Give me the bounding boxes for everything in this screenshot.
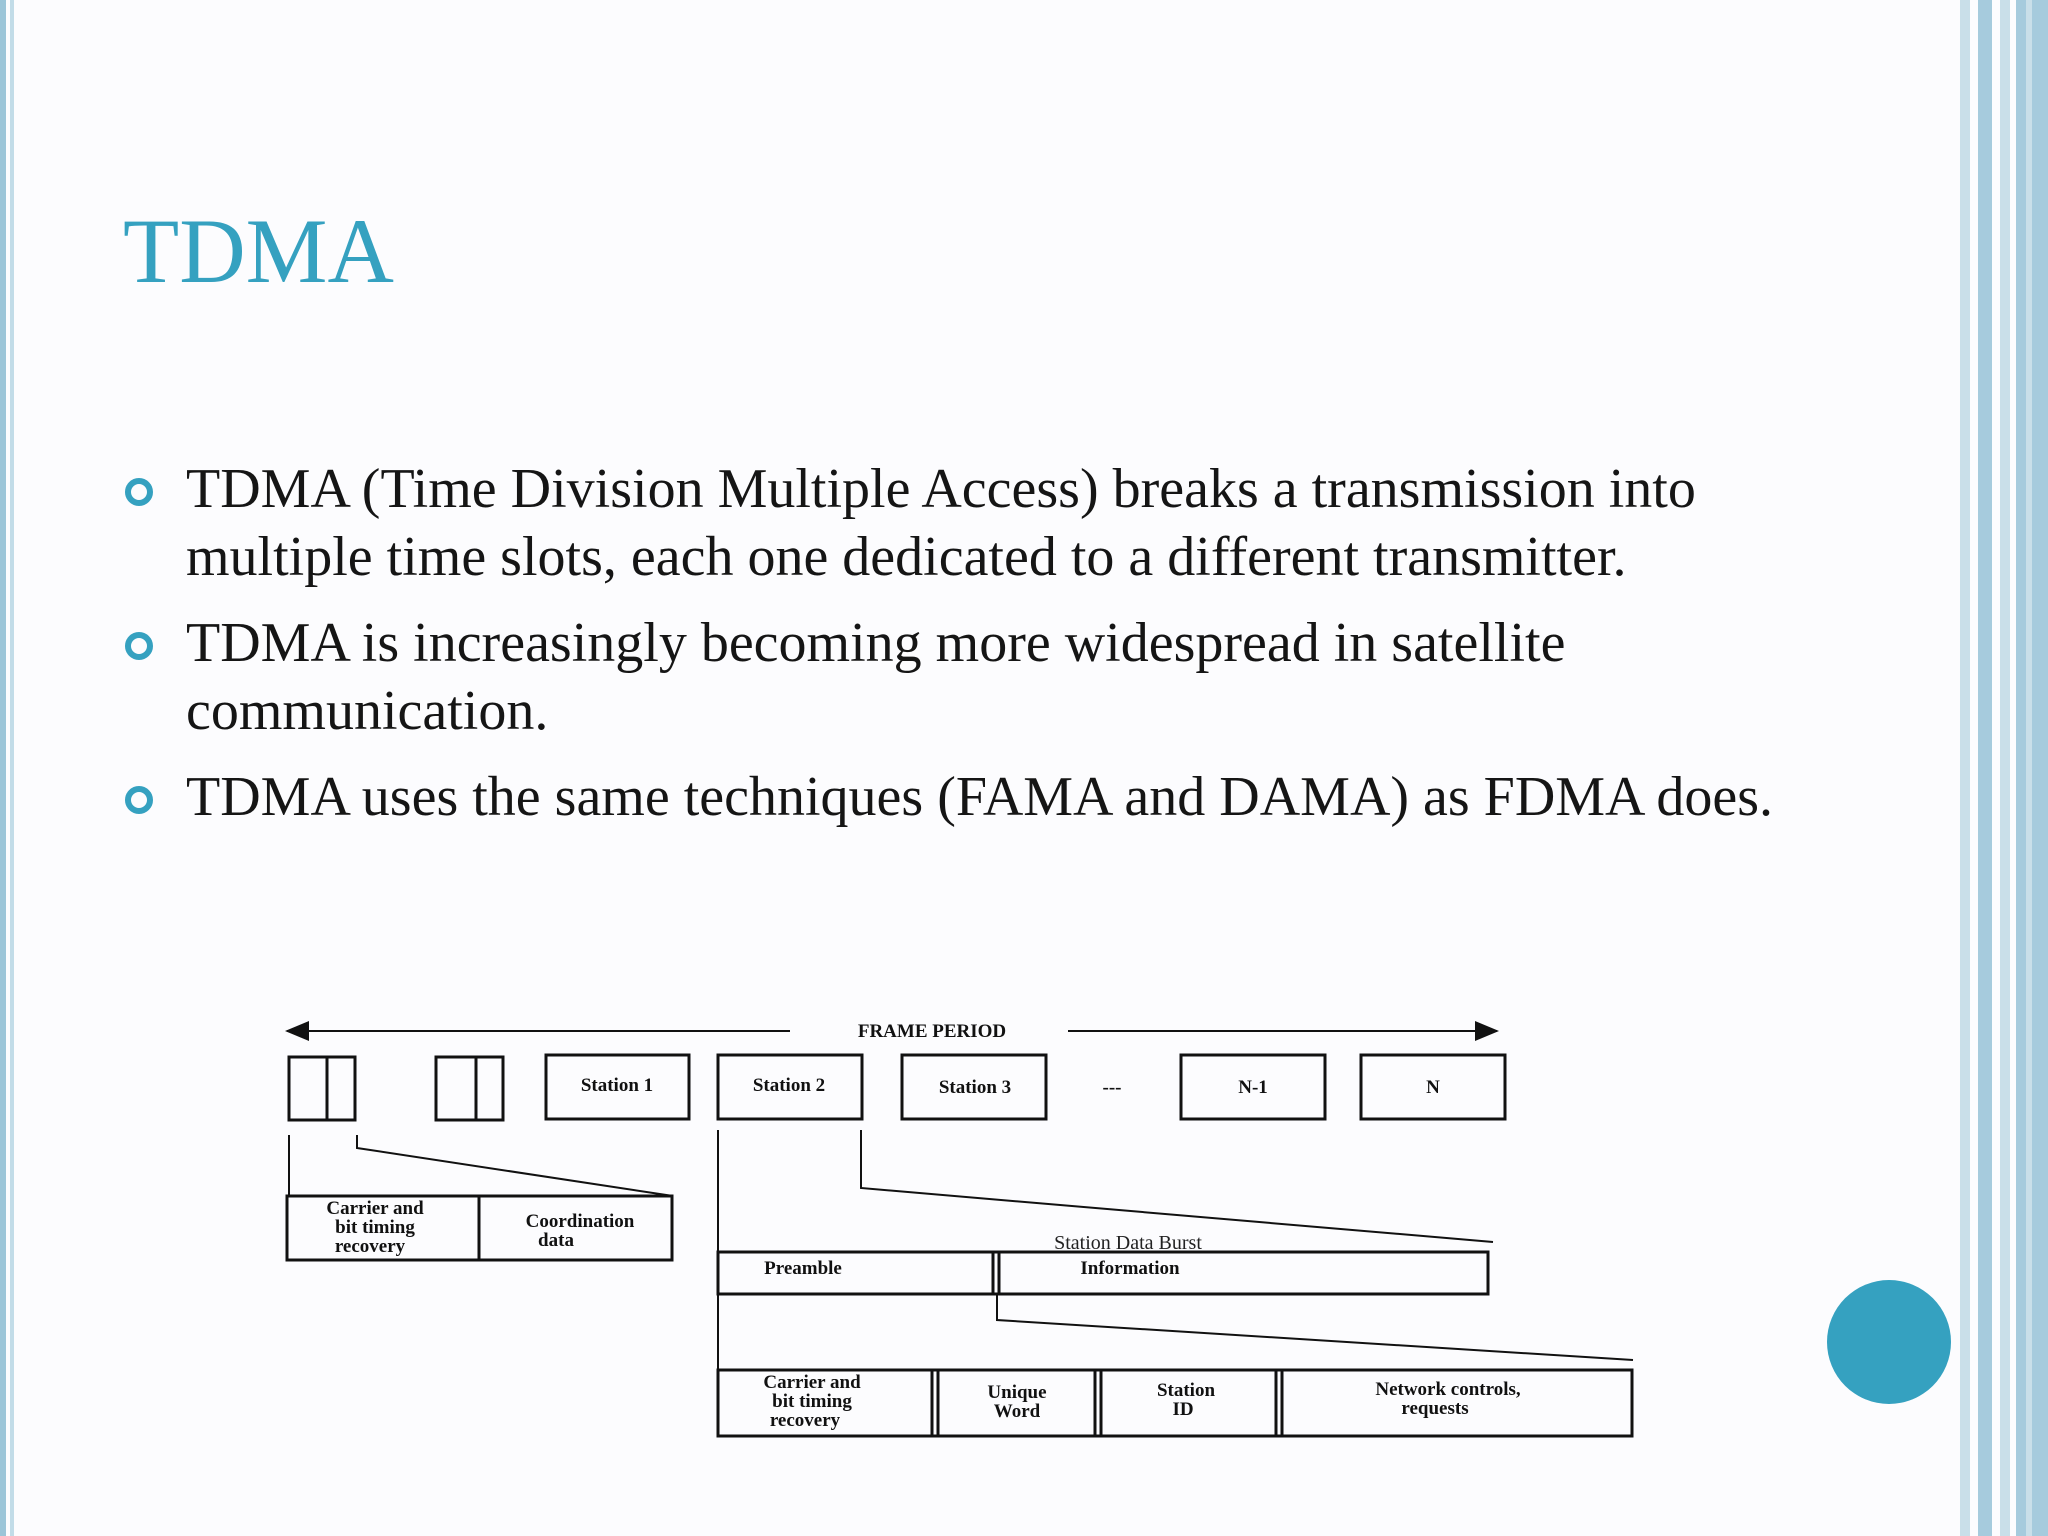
field-label: Word [993,1401,1041,1422]
field-label: Carrier and [326,1198,424,1219]
slot-label: Station 2 [752,1075,826,1096]
field-label: Carrier and [763,1372,861,1393]
slot-label: N-1 [1238,1077,1268,1098]
bullet-text: TDMA (Time Division Multiple Access) breaks a transmission into multiple time slots, each one dedicated to a different transmitter. [186,458,1696,588]
field-label: Network controls, [1375,1379,1521,1400]
field-label: recovery [769,1410,841,1431]
field-label: bit timing [772,1391,852,1412]
ellipsis-label: --- [1102,1077,1122,1098]
field-label: bit timing [335,1217,415,1238]
decorative-circle [1827,1280,1951,1404]
field-label: Coordination [525,1211,635,1232]
information-label: Information [1080,1258,1180,1279]
slide-title: TDMA [123,200,394,302]
field-label: requests [1401,1398,1469,1419]
reference-burst-slot [436,1057,503,1120]
field-label: ID [1172,1399,1194,1420]
field-label: data [538,1230,574,1251]
bullet-text: TDMA is increasingly becoming more widespread in satellite communication. [186,612,1566,742]
bullet-text: TDMA uses the same techniques (FAMA and DAMA) as FDMA does. [186,766,1774,828]
field-label: Unique [987,1382,1047,1403]
slot-label: Station 3 [938,1077,1012,1098]
slot-label: Station 1 [580,1075,654,1096]
frame-period-label: FRAME PERIOD [857,1021,1007,1042]
field-label: Station [1156,1380,1216,1401]
reference-burst-slot [289,1057,355,1120]
data-burst-label: Station Data Burst [1054,1232,1202,1254]
slot-label: N [1426,1077,1440,1098]
field-label: recovery [334,1236,406,1257]
preamble-label: Preamble [764,1258,842,1279]
